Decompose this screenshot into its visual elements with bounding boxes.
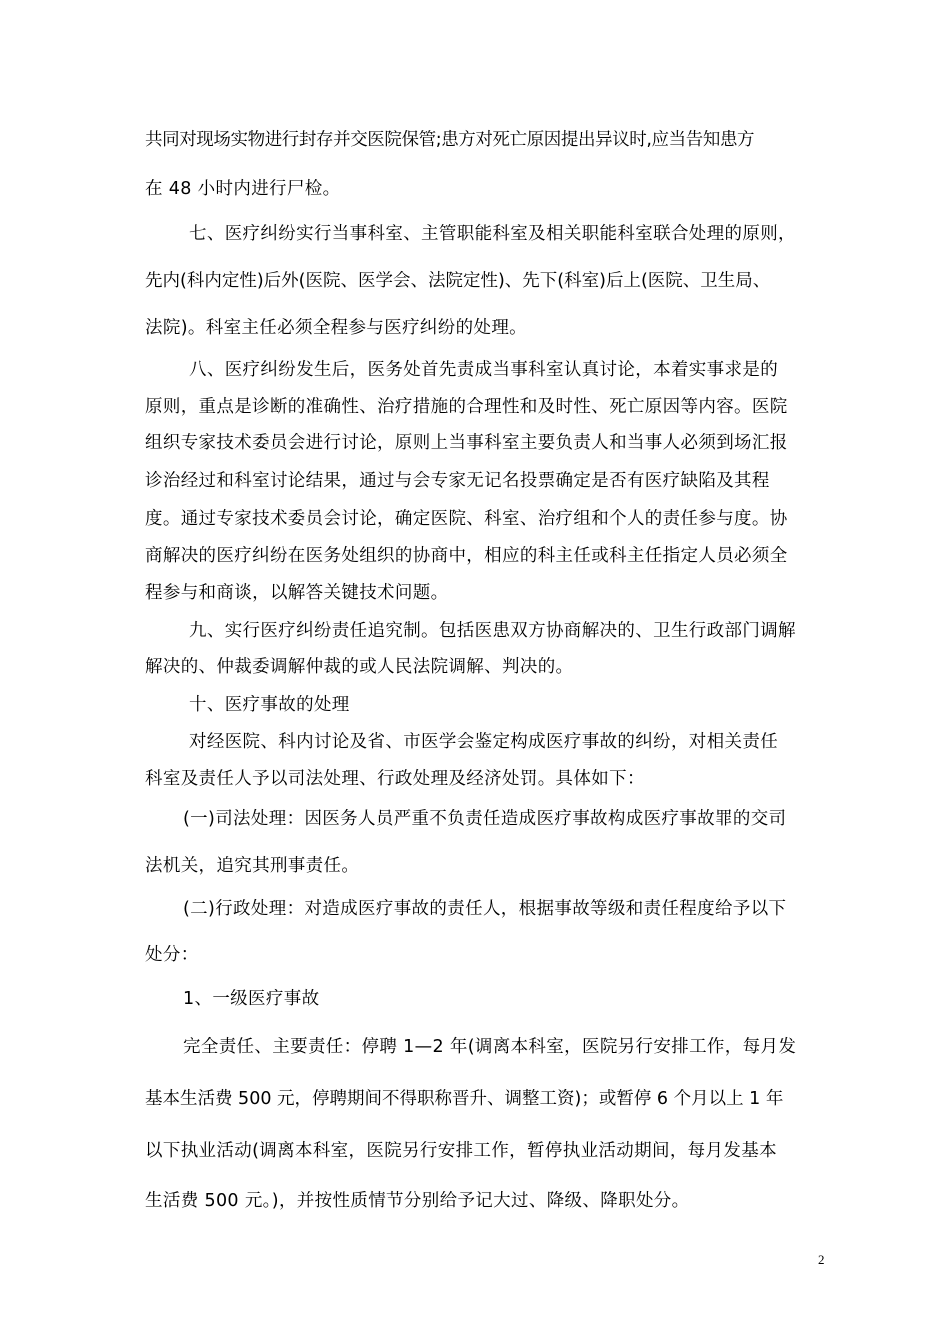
text-line: 完全责任、主要责任：停聘 1—2 年(调离本科室，医院另行安排工作，每月发 [183, 1037, 797, 1057]
text-line: 基本生活费 500 元，停聘期间不得职称晋升、调整工资)；或暂停 6 个月以上 1 年 [145, 1089, 784, 1109]
text-line: (二)行政处理：对造成医疗事故的责任人，根据事故等级和责任程度给予以下 [183, 899, 787, 919]
text-line: 解决的、仲裁委调解仲裁的或人民法院调解、判决的。 [145, 657, 574, 677]
page-number: 2 [818, 1252, 825, 1267]
text-line: 先内(科内定性)后外(医院、医学会、法院定性)、先下(科室)后上(医院、卫生局、 [145, 271, 771, 291]
text-line: 八、医疗纠纷发生后，医务处首先责成当事科室认真讨论，本着实事求是的 [189, 360, 779, 380]
text-line: 九、实行医疗纠纷责任追究制。包括医患双方协商解决的、卫生行政部门调解 [189, 621, 796, 641]
text-line: 在 48 小时内进行尸检。 [145, 179, 341, 199]
text-line: 共同对现场实物进行封存并交医院保管;患方对死亡原因提出异议时,应当告知患方 [145, 130, 755, 150]
text-line: 原则，重点是诊断的准确性、治疗措施的合理性和及时性、死亡原因等内容。医院 [145, 397, 788, 417]
subsection-heading: 1、一级医疗事故 [183, 989, 320, 1009]
text-line: 诊治经过和科室讨论结果，通过与会专家无记名投票确定是否有医疗缺陷及其程 [145, 471, 770, 491]
text-line: (一)司法处理：因医务人员严重不负责任造成医疗事故构成医疗事故罪的交司 [183, 809, 787, 829]
text-line: 商解决的医疗纠纷在医务处组织的协商中，相应的科主任或科主任指定人员必须全 [145, 546, 788, 566]
text-line: 七、医疗纠纷实行当事科室、主管职能科室及相关职能科室联合处理的原则， [189, 224, 796, 244]
text-line: 生活费 500 元。)，并按性质情节分别给予记大过、降级、降职处分。 [145, 1191, 690, 1211]
text-line: 程参与和商谈，以解答关键技术问题。 [145, 583, 449, 603]
text-line: 法机关，追究其刑事责任。 [145, 856, 360, 876]
text-line: 度。通过专家技术委员会讨论，确定医院、科室、治疗组和个人的责任参与度。协 [145, 509, 788, 529]
text-line: 以下执业活动(调离本科室，医院另行安排工作，暂停执业活动期间，每月发基本 [145, 1141, 777, 1161]
text-line: 组织专家技术委员会进行讨论，原则上当事科室主要负责人和当事人必须到场汇报 [145, 433, 788, 453]
text-line: 法院)。科室主任必须全程参与医疗纠纷的处理。 [145, 318, 528, 338]
section-heading: 十、医疗事故的处理 [189, 695, 350, 715]
text-line: 处分： [145, 945, 199, 965]
text-line: 对经医院、科内讨论及省、市医学会鉴定构成医疗事故的纠纷，对相关责任 [189, 732, 779, 752]
text-line: 科室及责任人予以司法处理、行政处理及经济处罚。具体如下： [145, 769, 645, 789]
